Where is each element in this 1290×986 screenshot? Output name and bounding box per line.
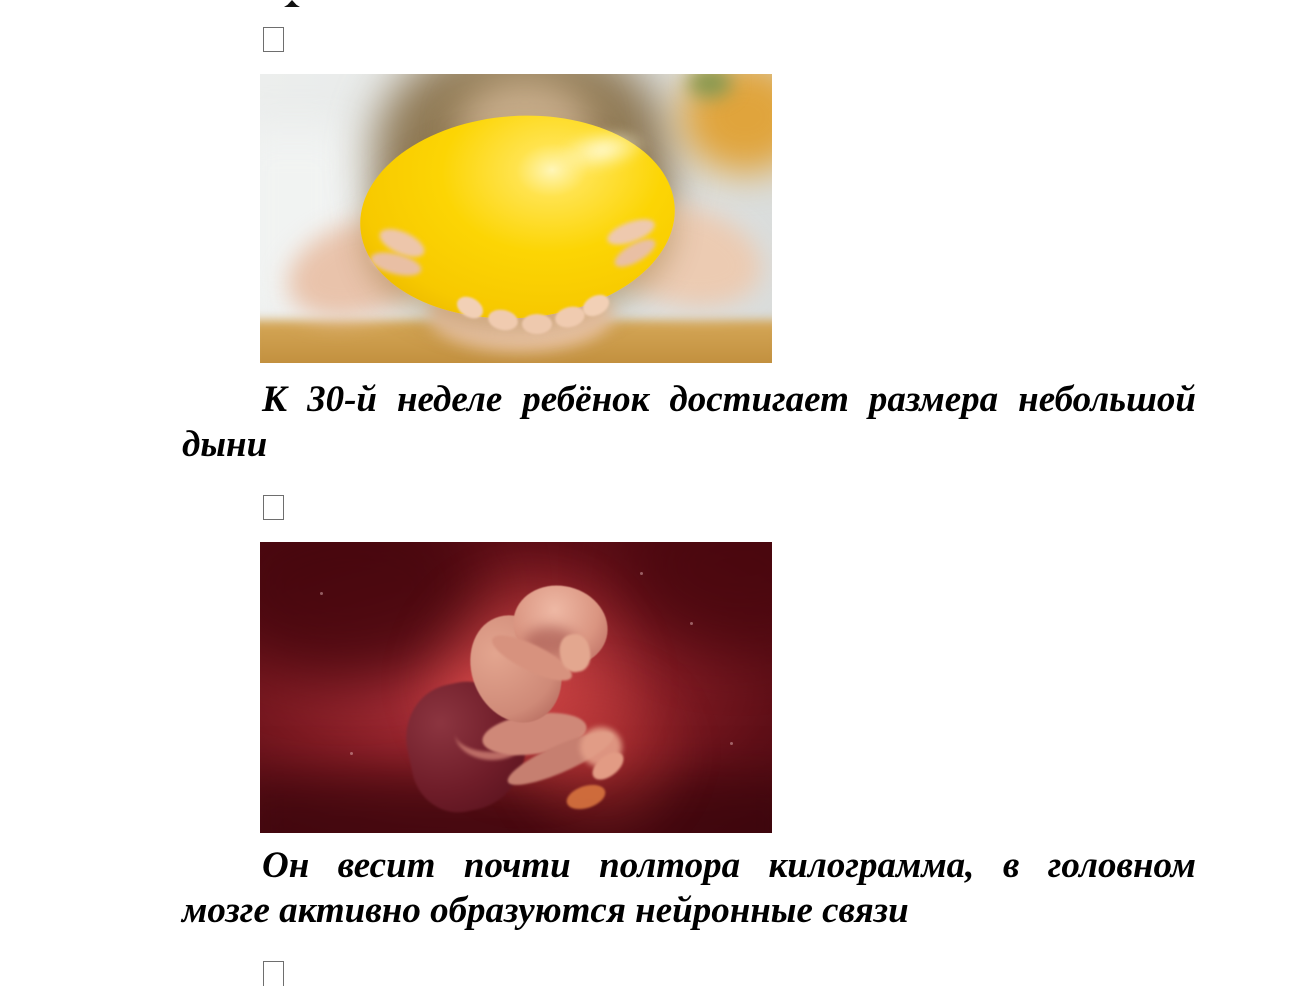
caption-line: мозге активно образуются нейронные связи [182, 890, 909, 931]
empty-checkbox-icon [263, 961, 284, 986]
empty-checkbox-icon [263, 27, 284, 52]
caption-line: Он весит почти полтора килограмма, в головном [262, 845, 1196, 886]
caption-line: дыни [182, 424, 268, 465]
empty-checkbox-icon [263, 495, 284, 520]
caption-week30-size [182, 377, 1196, 467]
melon-photo [260, 74, 772, 363]
speck [690, 622, 693, 625]
speck [730, 742, 733, 745]
speck [640, 572, 643, 575]
fingertip [522, 314, 552, 334]
speck [320, 592, 323, 595]
cut-off-text-fragment [284, 0, 300, 7]
caption-weight-brain [182, 843, 1196, 933]
fetus-photo [260, 542, 772, 833]
caption-line: К 30-й неделе ребёнок достигает размера небольшой [262, 379, 1196, 420]
speck [350, 752, 353, 755]
